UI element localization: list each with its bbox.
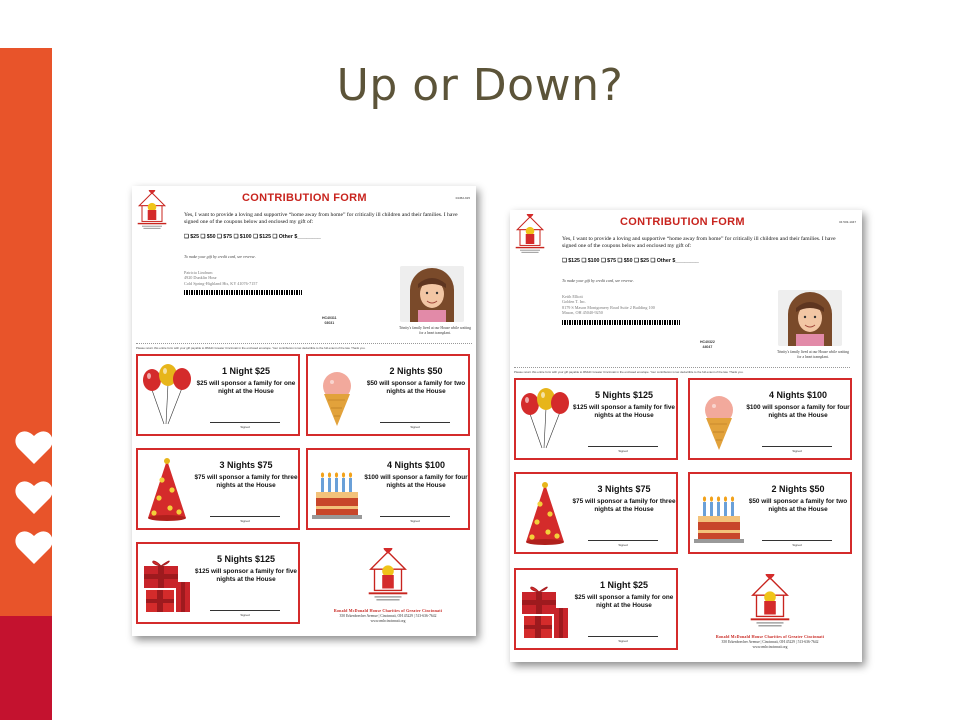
signature-line[interactable] bbox=[380, 516, 450, 517]
org-footer bbox=[306, 542, 470, 634]
org-footer bbox=[688, 568, 852, 660]
postal-barcode bbox=[184, 290, 302, 295]
coupon[interactable] bbox=[136, 354, 300, 436]
org-street: 350 Erkenbrecher Avenue | Cincinnati, OH 45229 | 513-636-7642 bbox=[339, 614, 437, 618]
hc-code-line-2: 03031 bbox=[324, 321, 335, 325]
coupon-title: 3 Nights $75 bbox=[219, 460, 273, 470]
donor-address bbox=[184, 270, 257, 286]
signature-label: Signed bbox=[240, 519, 250, 523]
ice-cream-icon bbox=[694, 388, 744, 454]
heart-icon bbox=[15, 481, 52, 514]
donor-name: Keith Elliott bbox=[562, 294, 583, 299]
coupon-description: $50 will sponsor a family for two nights at the House bbox=[366, 380, 466, 395]
signature-label: Signed bbox=[410, 425, 420, 429]
org-name: Ronald McDonald House Charities of Greater Cincinnati bbox=[715, 634, 825, 639]
donor-street: 4920 Dunklin Hour bbox=[184, 275, 217, 281]
heart-icon bbox=[15, 531, 52, 564]
contribution-form-left bbox=[132, 186, 476, 636]
photo-caption: Trinity's family lived at our House while waiting for a heart transplant. bbox=[399, 326, 471, 335]
coupon-description: $25 will sponsor a family for one night at the House bbox=[196, 380, 296, 395]
child-photo bbox=[778, 290, 842, 346]
coupon-title: 2 Nights $50 bbox=[389, 366, 443, 376]
coupon-title: 1 Night $25 bbox=[599, 580, 648, 590]
hearts-decoration bbox=[14, 420, 54, 570]
donor-company: Golden T. Inc. bbox=[562, 299, 587, 305]
hc-code-line-1: HC40322 bbox=[700, 340, 715, 344]
coupon[interactable] bbox=[514, 378, 678, 460]
photo-caption: Trinity's family lived at our House while waiting for a heart transplant. bbox=[777, 350, 849, 359]
org-name: Ronald McDonald House Charities of Greater Cincinnati bbox=[333, 608, 443, 613]
signature-line[interactable] bbox=[588, 540, 658, 541]
form-code: 04452-915 bbox=[455, 196, 470, 200]
birthday-cake-icon bbox=[312, 458, 362, 524]
form-title: CONTRIBUTION FORM bbox=[620, 216, 745, 228]
heart-icon bbox=[15, 431, 52, 464]
coupon-description: $100 will sponsor a family for four nights at the House bbox=[364, 474, 468, 489]
slide-title: Up or Down? bbox=[336, 60, 624, 111]
org-address bbox=[306, 614, 470, 623]
coupon-title: 2 Nights $50 bbox=[771, 484, 825, 494]
coupon-description: $125 will sponsor a family for five nights at the House bbox=[573, 404, 675, 419]
postal-barcode bbox=[562, 320, 680, 325]
rmhc-house-logo-icon bbox=[136, 190, 168, 230]
signature-line[interactable] bbox=[380, 422, 450, 423]
coupon-title: 5 Nights $125 bbox=[594, 390, 654, 400]
hc-code bbox=[700, 340, 715, 350]
coupon[interactable] bbox=[136, 542, 300, 624]
hc-code-line-2: 44047 bbox=[702, 345, 713, 349]
signature-line[interactable] bbox=[588, 446, 658, 447]
contribution-form-right bbox=[510, 210, 862, 662]
balloons-icon bbox=[142, 364, 192, 430]
coupon-title: 1 Night $25 bbox=[221, 366, 270, 376]
org-website: www.rmhcincinnati.org bbox=[370, 618, 406, 623]
coupon-title: 4 Nights $100 bbox=[768, 390, 828, 400]
credit-card-note: To make your gift by credit card, see reverse. bbox=[562, 278, 634, 283]
coupon[interactable] bbox=[306, 354, 470, 436]
form-intro: Yes, I want to provide a loving and supportive “home away from home” for critically ill children and their families. I have signed one of the coupons below and enclosed my gift of: bbox=[562, 236, 836, 249]
rmhc-house-logo-icon bbox=[748, 574, 792, 628]
signature-line[interactable] bbox=[210, 516, 280, 517]
coupon-description: $100 will sponsor a family for four nights at the House bbox=[746, 404, 850, 419]
donor-city: Mason, OH 45040-9250 bbox=[562, 310, 603, 316]
donor-address bbox=[562, 294, 655, 316]
org-address bbox=[688, 640, 852, 649]
coupon-title: 4 Nights $100 bbox=[386, 460, 446, 470]
signature-line[interactable] bbox=[762, 540, 832, 541]
signature-label: Signed bbox=[792, 449, 802, 453]
gift-boxes-icon bbox=[142, 552, 192, 618]
party-hat-icon bbox=[520, 482, 570, 548]
signature-label: Signed bbox=[240, 425, 250, 429]
return-instructions: Please return this entire form with your gift payable to RMHC Greater Cincinnati in the enclosed envelope. Your contribution is tax deductible to the full extent of the law. Thank you. bbox=[136, 343, 472, 350]
signature-line[interactable] bbox=[210, 610, 280, 611]
rmhc-house-logo-icon bbox=[366, 548, 410, 602]
signature-label: Signed bbox=[618, 639, 628, 643]
coupon[interactable] bbox=[688, 472, 852, 554]
form-intro: Yes, I want to provide a loving and supportive “home away from home” for critically ill children and their families. I have signed one of the coupons below and enclosed my gift of: bbox=[184, 212, 458, 225]
coupon-title: 3 Nights $75 bbox=[597, 484, 651, 494]
credit-card-note: To make your gift by credit card, see reverse. bbox=[184, 254, 256, 259]
signature-line[interactable] bbox=[210, 422, 280, 423]
coupon-description: $75 will sponsor a family for three nights at the House bbox=[572, 498, 676, 513]
return-instructions: Please return this entire form with your gift payable to RMHC Greater Cincinnati in the enclosed envelope. Your contribution is tax deductible to the full extent of the law. Thank you. bbox=[514, 367, 850, 374]
hc-code bbox=[322, 316, 337, 326]
party-hat-icon bbox=[142, 458, 192, 524]
balloons-icon bbox=[520, 388, 570, 454]
ice-cream-icon bbox=[312, 364, 362, 430]
coupon[interactable] bbox=[306, 448, 470, 530]
donor-name: Patricia Lindrum bbox=[184, 270, 213, 275]
coupon-description: $75 will sponsor a family for three nights at the House bbox=[194, 474, 298, 489]
signature-label: Signed bbox=[618, 449, 628, 453]
hc-code-line-1: HC40311 bbox=[322, 316, 337, 320]
amount-options[interactable]: ❏ $125 ❏ $100 ❏ $75 ❏ $50 ❏ $25 ❏ Other $________ bbox=[562, 258, 699, 264]
coupon-description: $25 will sponsor a family for one night at the House bbox=[574, 594, 674, 609]
coupon-description: $125 will sponsor a family for five nights at the House bbox=[195, 568, 297, 583]
rmhc-house-logo-icon bbox=[514, 214, 546, 254]
coupon-description: $50 will sponsor a family for two nights at the House bbox=[748, 498, 848, 513]
accent-bar-red bbox=[0, 616, 52, 720]
signature-label: Signed bbox=[240, 613, 250, 617]
org-street: 350 Erkenbrecher Avenue | Cincinnati, OH 45229 | 513-636-7642 bbox=[721, 640, 819, 644]
signature-label: Signed bbox=[792, 543, 802, 547]
coupon[interactable] bbox=[688, 378, 852, 460]
birthday-cake-icon bbox=[694, 482, 744, 548]
donor-city: Cold Spring-Highland Hts, KY 41076-7157 bbox=[184, 280, 258, 286]
signature-line[interactable] bbox=[588, 636, 658, 637]
signature-label: Signed bbox=[618, 543, 628, 547]
gift-boxes-icon bbox=[520, 578, 570, 644]
form-code: 04 503-1047 bbox=[839, 220, 856, 224]
coupon[interactable] bbox=[514, 568, 678, 650]
coupon[interactable] bbox=[514, 472, 678, 554]
coupon-title: 5 Nights $125 bbox=[216, 554, 276, 564]
child-photo bbox=[400, 266, 464, 322]
signature-line[interactable] bbox=[762, 446, 832, 447]
coupon[interactable] bbox=[136, 448, 300, 530]
form-title: CONTRIBUTION FORM bbox=[242, 192, 367, 204]
org-website: www.rmhcincinnati.org bbox=[752, 644, 788, 649]
donor-street: 8179 S Mason Montgomery Road Suite 2 Building 100 bbox=[562, 304, 655, 310]
amount-options[interactable]: ❏ $25 ❏ $50 ❏ $75 ❏ $100 ❏ $125 ❏ Other $________ bbox=[184, 234, 321, 240]
signature-label: Signed bbox=[410, 519, 420, 523]
